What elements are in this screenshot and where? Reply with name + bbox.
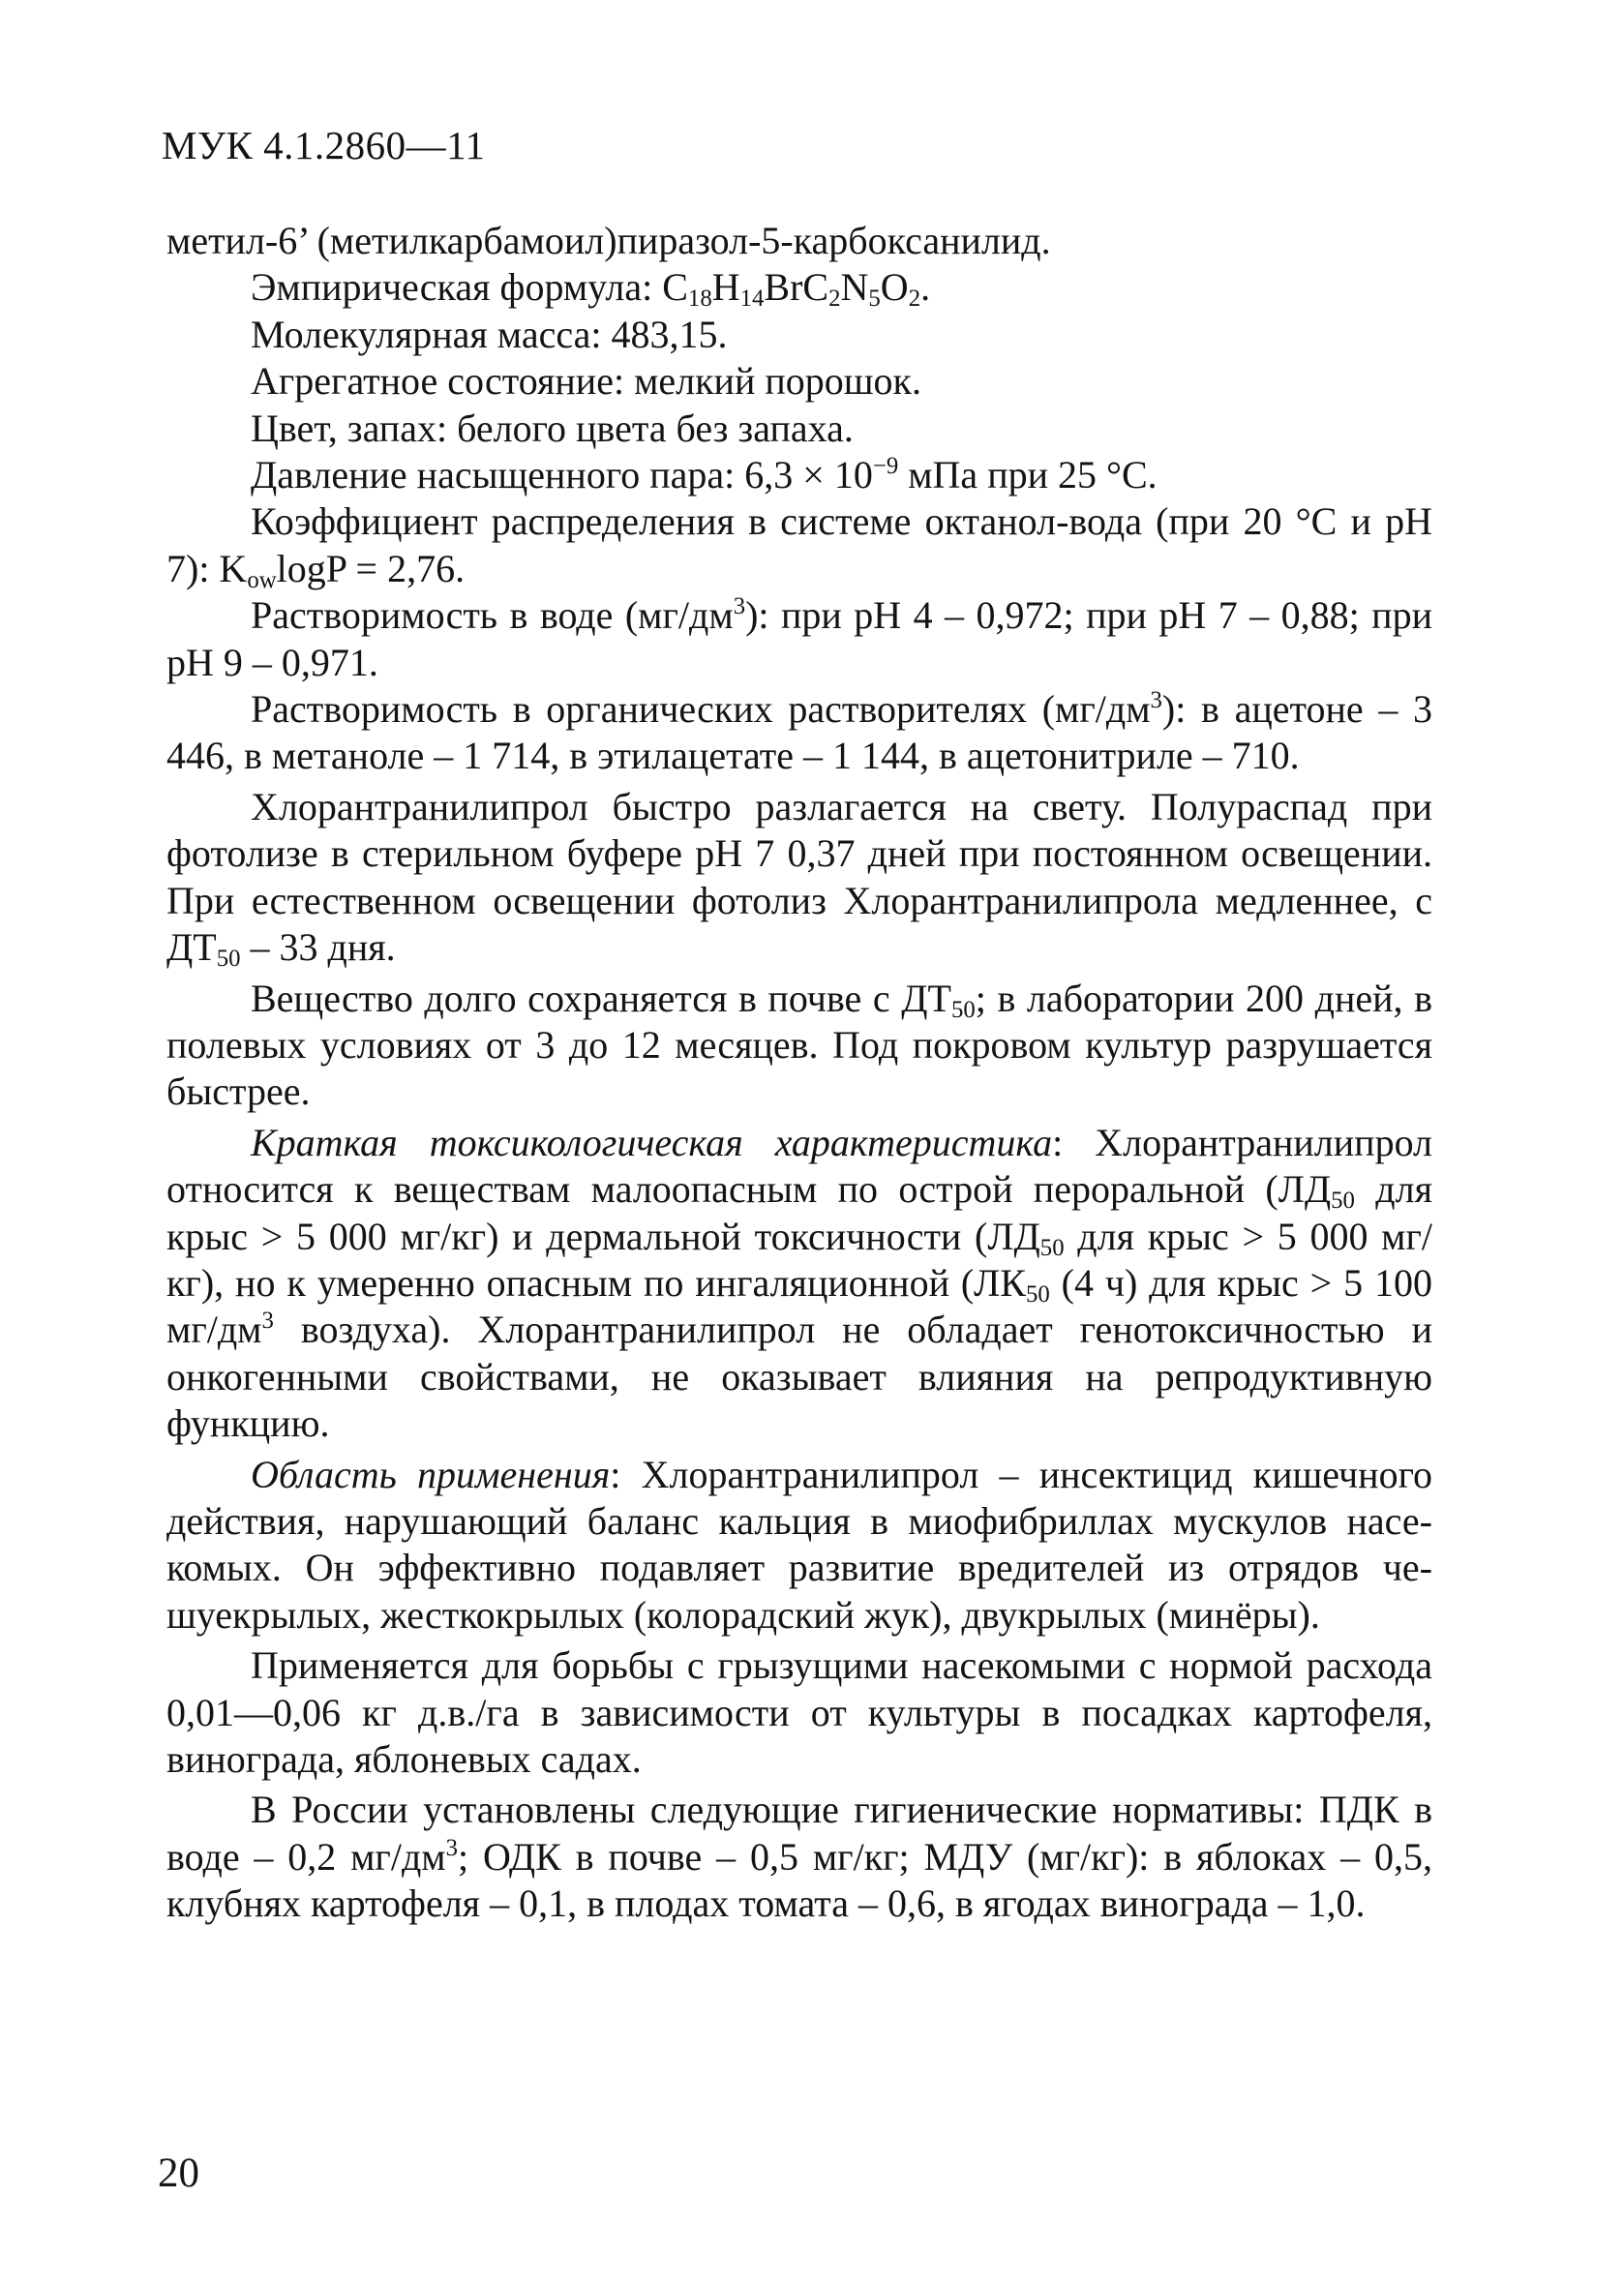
paragraph-water-solubility: Растворимость в воде $(мг/дм^3)$: при pH 4 – 0,972; при pH 7 – 0,88; при pH 9 – 0,971. [166, 593, 1432, 684]
paragraph-organic-solubility: Растворимость в органических растворителях $(мг/дм^3)$: в ацетоне – 3 446, в метаноле – 1 714, в этилацетате – 1 144, в ацетонитриле – 710. [166, 687, 1432, 778]
document-code-header: МУК 4.1.2860—11 [162, 123, 486, 167]
paragraph-photolysis: Хлорантранилипрол быстро разлагается на свету. Полураспад при фотолизе в стерильном буфере pH 7 0,37 дней при постоянном освещении. При естественном освещении фотолиз Хлорантранилипрола медленнее, с $ДТ_{50} - 33$ дня. [166, 784, 1432, 973]
paragraph-application-area: Область применения: Хлорантранилипрол – инсектицид кишечного действия, нарушающий баланс кальция в миофибриллах мускулов насекомых. Он эффективно подавляет развитие вредителей из отрядов чешуекрылых, жесткокрылых (колорадский жук), двукрылых (минёры). [166, 1452, 1432, 1637]
paragraph-color-odor: Цвет, запах: белого цвета без запаха. [251, 406, 854, 450]
paragraph-vapor-pressure: Давление насыщенного пара: $6,3 \times 10^{-9}$ мПа при 25 °C. [251, 453, 1158, 497]
paragraph-molecular-mass: Молекулярная масса: 483,15. [251, 312, 728, 356]
paragraph-soil-persistence: Вещество долго сохраняется в почве с $ДТ_{50}$; в лаборатории 200 дней, в полевых условиях от 3 до 12 месяцев. Под покровом культур разрушается быстрее. [166, 976, 1432, 1114]
paragraph-empirical-formula: Эмпирическая формула: $C_{18}H_{14}BrC_2N_5O_2$. [251, 265, 931, 313]
paragraph-hygienic-standards: В России установлены следующие гигиенические нормативы: ПДК в воде – 0,2 $мг/дм^3$; ОДК в почве – 0,5 мг/кг; МДУ (мг/кг): в яблоках – 0,5, клубнях картофеля – 0,1, в плодах томата – 0,6, в ягодах винограда – 1,0. [166, 1788, 1432, 1926]
paragraph-application-rate: Применяется для борьбы с грызущими насекомыми с нормой расхода 0,01—0,06 кг д.в./га в зависимости от культуры в посадках картофеля, винограда, яблоневых садах. [166, 1643, 1432, 1781]
paragraph-toxicology: Краткая токсикологическая характеристика: Хлорантранилипрол относится к веществам малоопасным по острой пероральной ($ЛД_{50}$ для крыс > 5 000 мг/кг) и дермальной токсичности ($ЛД_{50}$ для крыс > 5 000 мг/кг), но к умеренно опасным по ингаляционной ($ЛК_{50}$ (4 ч) для крыс > 5 100 $мг/дм^3$ воздуха). Хлорантранилипрол не обладает генотоксичностью и онкогенными свойствами, не оказывает влияния на репродуктивную функцию. [166, 1120, 1433, 1446]
page-number: 20 [158, 2151, 199, 2196]
application-label: Область применения [251, 1452, 611, 1496]
paragraph-aggregate-state: Агрегатное состояние: мелкий порошок. [251, 359, 921, 404]
paragraph-chemical-name: метил-6’ (метилкарбамоил)пиразол-5-карбоксанилид. [166, 219, 1051, 262]
toxicology-label: Краткая токсикологическая характеристика [251, 1120, 1053, 1164]
document-body [166, 218, 1432, 1928]
paragraph-partition-coefficient: Коэффициент распределения в системе октанол-вода (при 20 °C и pH 7): $K_{ow}\log P = 2,76$. [166, 499, 1432, 594]
